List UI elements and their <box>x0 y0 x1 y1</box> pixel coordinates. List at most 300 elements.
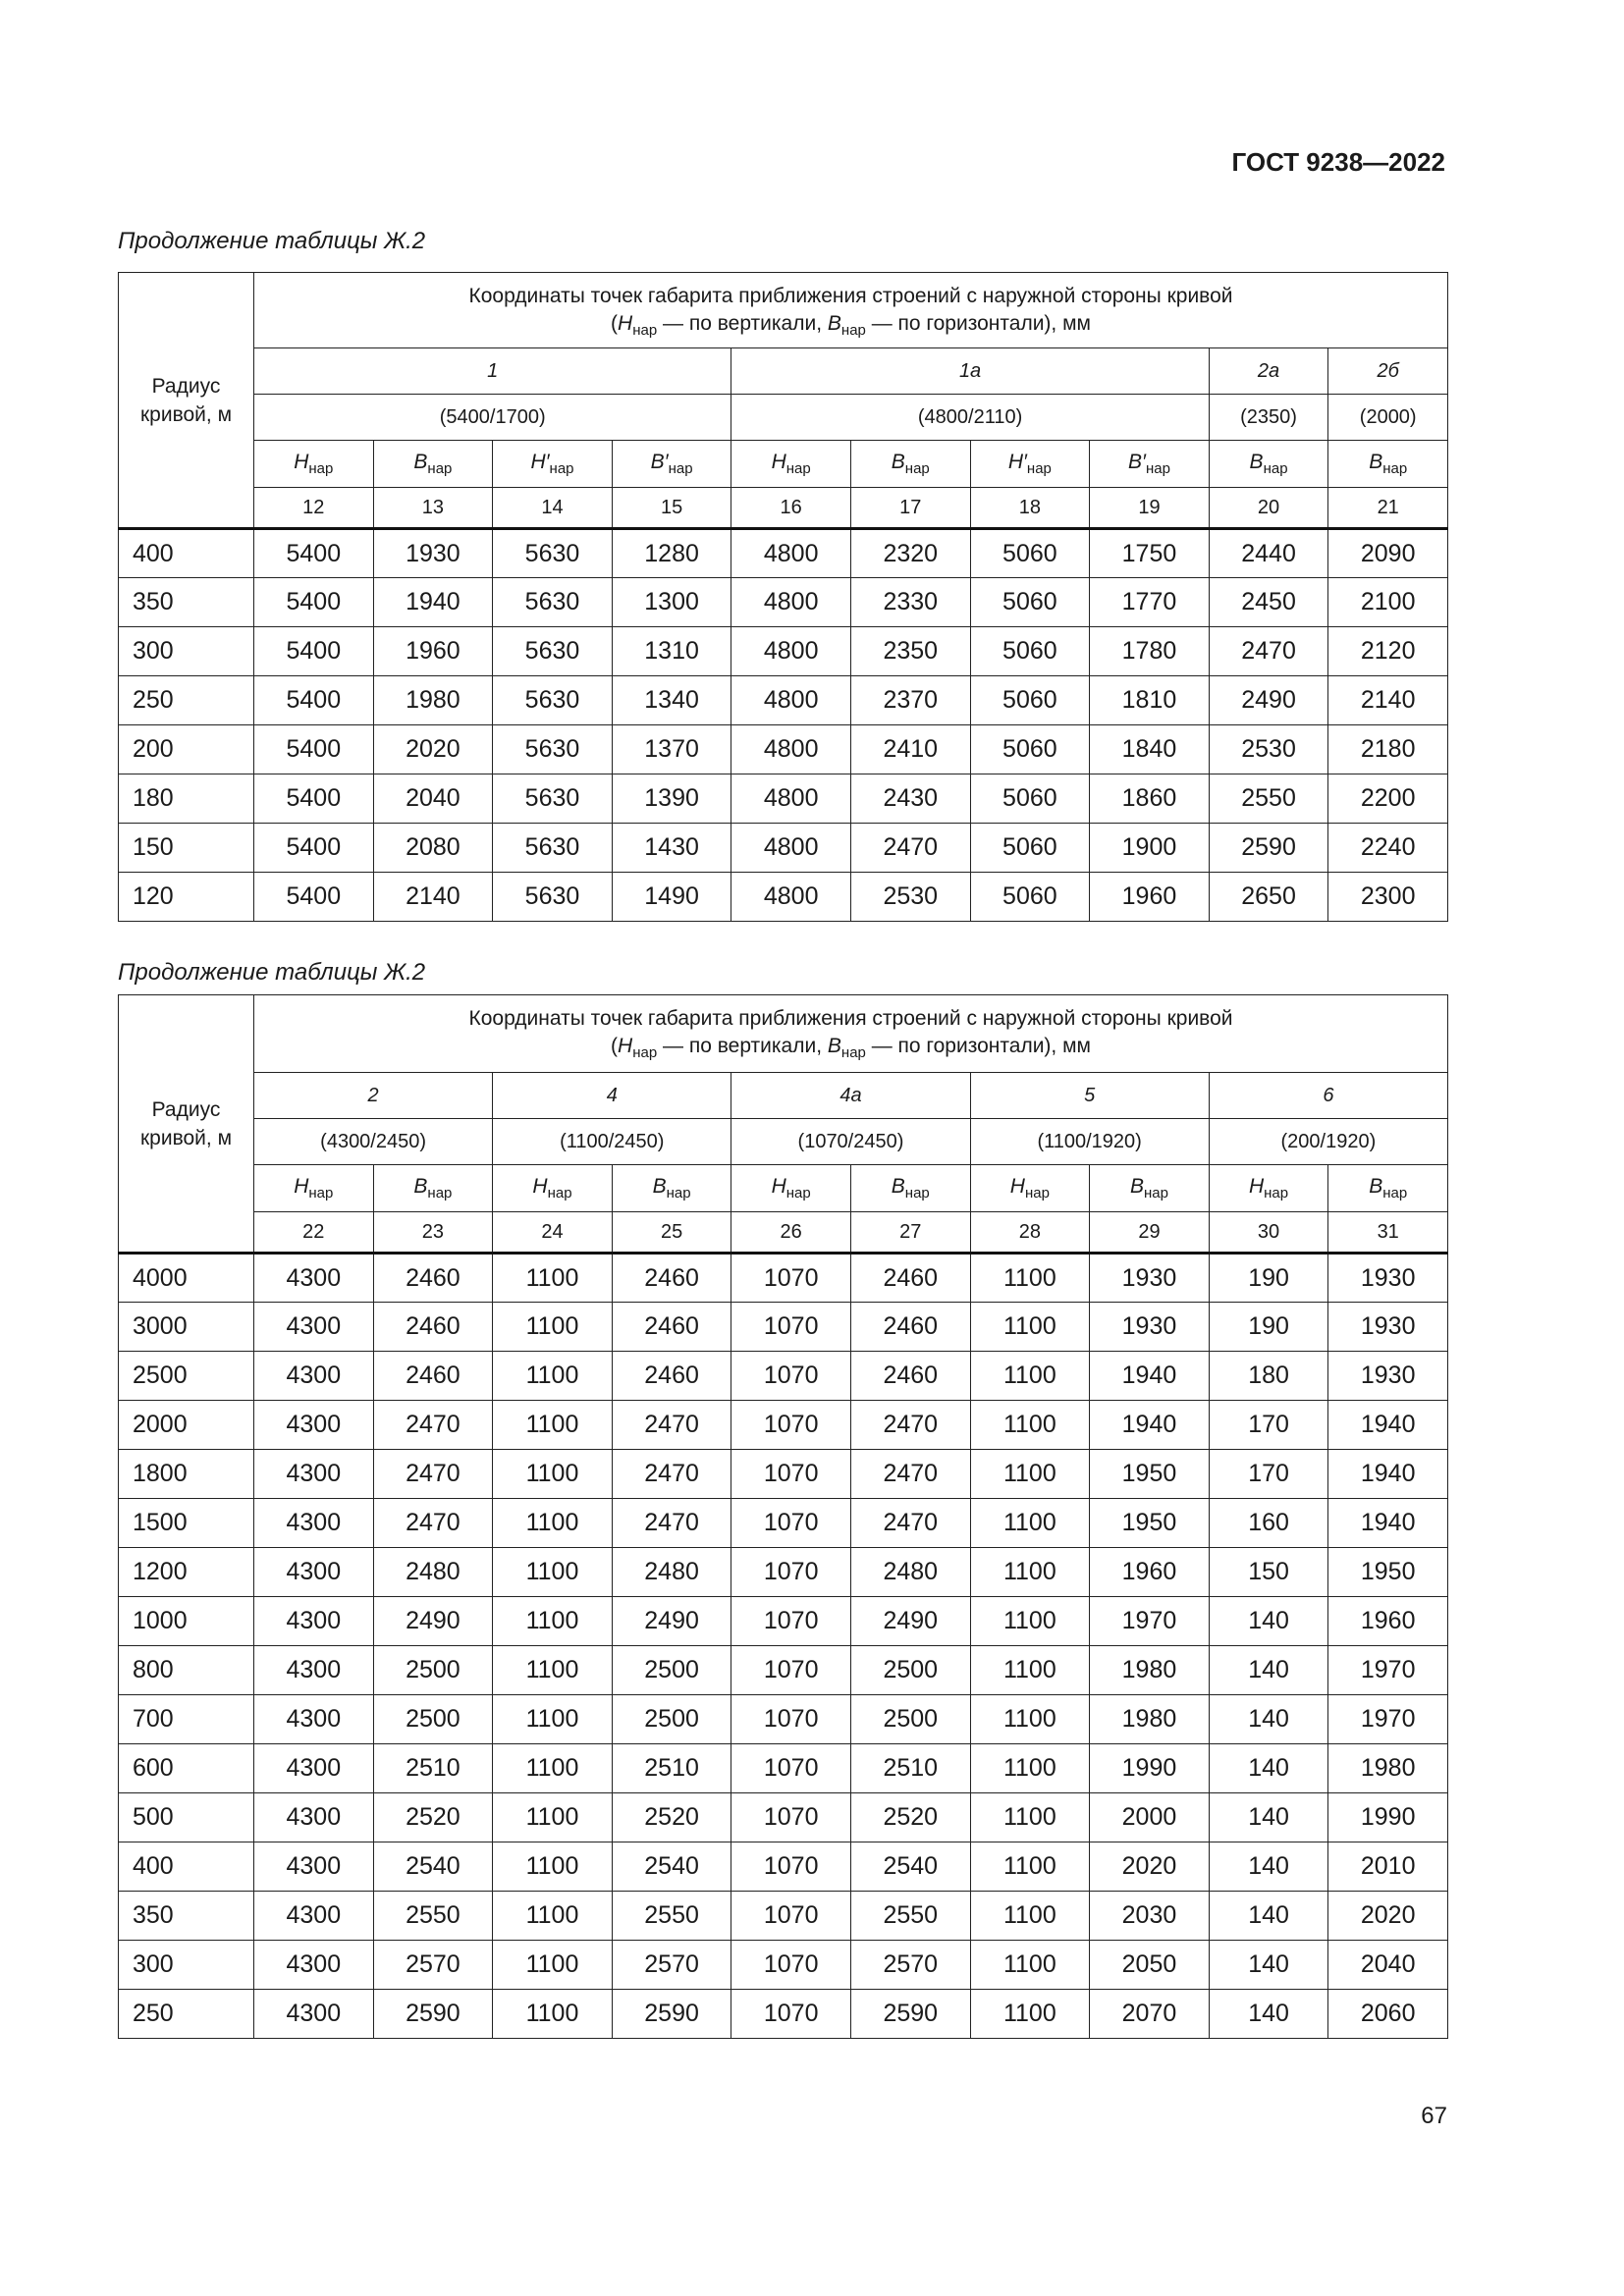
symbol-h: $H_{нар}$ <box>254 441 374 488</box>
table-cell: 5060 <box>970 873 1090 922</box>
table-cell: 1100 <box>493 1450 613 1499</box>
table-row <box>119 578 1448 627</box>
table-cell: 4300 <box>254 1646 374 1695</box>
column-number: 13 <box>373 488 493 529</box>
symbol-h: $H_{нар}$ <box>1209 1165 1328 1212</box>
table-cell: 1950 <box>1090 1450 1210 1499</box>
table-row <box>119 627 1448 676</box>
table-cell: 170 <box>1209 1450 1328 1499</box>
table-cell: 2090 <box>1328 529 1448 578</box>
table-cell: 2370 <box>850 676 970 725</box>
table-cell: 4800 <box>731 824 851 873</box>
table-cell: 4800 <box>731 578 851 627</box>
table-cell: 2200 <box>1328 774 1448 824</box>
table-cell: 2530 <box>1209 725 1328 774</box>
table-cell: 2460 <box>612 1254 731 1303</box>
table-cell: 5060 <box>970 578 1090 627</box>
table-cell: 2450 <box>1209 578 1328 627</box>
column-number: 18 <box>970 488 1090 529</box>
symbol-b: $B_{нар}$ <box>373 441 493 488</box>
table-cell: 1100 <box>493 1695 613 1744</box>
radius-header: Радиус кривой, м <box>119 995 254 1254</box>
table-cell: 2470 <box>850 824 970 873</box>
table-row <box>119 774 1448 824</box>
column-number: 22 <box>254 1212 374 1254</box>
table-cell: 2100 <box>1328 578 1448 627</box>
symbol-h: $H_{нар}$ <box>254 1165 374 1212</box>
table-cell: 5400 <box>254 774 374 824</box>
table-cell: 4800 <box>731 725 851 774</box>
table-cell: 2520 <box>612 1793 731 1842</box>
table-cell: 1100 <box>970 1450 1090 1499</box>
column-number: 21 <box>1328 488 1448 529</box>
radius-value: 120 <box>119 873 254 922</box>
radius-value: 1500 <box>119 1499 254 1548</box>
radius-value: 600 <box>119 1744 254 1793</box>
group-dimensions: (1100/2450) <box>493 1119 731 1165</box>
table-cell: 1980 <box>1328 1744 1448 1793</box>
table-cell: 2300 <box>1328 873 1448 922</box>
table-cell: 2470 <box>612 1401 731 1450</box>
table-cell: 1300 <box>612 578 731 627</box>
radius-value: 2500 <box>119 1352 254 1401</box>
table-cell: 1990 <box>1090 1744 1210 1793</box>
table-cell: 2590 <box>1209 824 1328 873</box>
table-cell: 150 <box>1209 1548 1328 1597</box>
table-cell: 5400 <box>254 627 374 676</box>
table-cell: 1100 <box>970 1303 1090 1352</box>
table-cell: 4300 <box>254 1548 374 1597</box>
table-cell: 4300 <box>254 1892 374 1941</box>
document-code: ГОСТ 9238—2022 <box>1231 147 1445 177</box>
table-cell: 1070 <box>731 1941 851 1990</box>
table-cell: 1940 <box>1328 1499 1448 1548</box>
table-cell: 1070 <box>731 1793 851 1842</box>
table-cell: 2470 <box>850 1401 970 1450</box>
radius-value: 250 <box>119 1990 254 2039</box>
table-cell: 1930 <box>1090 1303 1210 1352</box>
table-cell: 5630 <box>493 873 613 922</box>
table-cell: 1770 <box>1090 578 1210 627</box>
column-number: 20 <box>1209 488 1328 529</box>
table-cell: 1100 <box>493 1499 613 1548</box>
table-cell: 2140 <box>373 873 493 922</box>
table-cell: 4300 <box>254 1352 374 1401</box>
table-cell: 1070 <box>731 1744 851 1793</box>
table-cell: 2460 <box>373 1254 493 1303</box>
table-row <box>119 1941 1448 1990</box>
table-cell: 1950 <box>1328 1548 1448 1597</box>
table-cell: 4300 <box>254 1941 374 1990</box>
table-cell: 5060 <box>970 529 1090 578</box>
table-cell: 2020 <box>1090 1842 1210 1892</box>
table-cell: 4300 <box>254 1401 374 1450</box>
table-cell: 1490 <box>612 873 731 922</box>
table-cell: 1100 <box>493 1303 613 1352</box>
table-cell: 5630 <box>493 578 613 627</box>
table-cell: 2500 <box>612 1646 731 1695</box>
table-cell: 4800 <box>731 529 851 578</box>
coordinates-title <box>254 995 1448 1073</box>
table-cell: 4300 <box>254 1254 374 1303</box>
table-row <box>119 1499 1448 1548</box>
table-cell: 1750 <box>1090 529 1210 578</box>
table-cell: 1100 <box>970 1892 1090 1941</box>
radius-value: 1200 <box>119 1548 254 1597</box>
table-cell: 1100 <box>970 1793 1090 1842</box>
table-cell: 1100 <box>970 1597 1090 1646</box>
column-number: 24 <box>493 1212 613 1254</box>
table-row <box>119 1450 1448 1499</box>
radius-value: 300 <box>119 627 254 676</box>
table-cell: 1070 <box>731 1646 851 1695</box>
table-cell: 5630 <box>493 529 613 578</box>
table-cell: 1070 <box>731 1990 851 2039</box>
group-number: 6 <box>1209 1073 1447 1119</box>
radius-header: Радиус кривой, м <box>119 273 254 529</box>
table-cell: 1370 <box>612 725 731 774</box>
column-number: 31 <box>1328 1212 1448 1254</box>
group-number: 2б <box>1328 348 1448 395</box>
table-cell: 1940 <box>373 578 493 627</box>
radius-value: 3000 <box>119 1303 254 1352</box>
table-cell: 1840 <box>1090 725 1210 774</box>
table-cell: 2570 <box>612 1941 731 1990</box>
table-cell: 2550 <box>1209 774 1328 824</box>
table-cell: 2540 <box>850 1842 970 1892</box>
table-cell: 2550 <box>373 1892 493 1941</box>
table-cell: 2590 <box>373 1990 493 2039</box>
table-cell: 1950 <box>1090 1499 1210 1548</box>
table-cell: 1100 <box>970 1401 1090 1450</box>
table-cell: 140 <box>1209 1744 1328 1793</box>
table-cell: 2550 <box>612 1892 731 1941</box>
table-cell: 2470 <box>612 1499 731 1548</box>
table-cell: 5400 <box>254 529 374 578</box>
table-cell: 1070 <box>731 1597 851 1646</box>
column-number: 26 <box>731 1212 851 1254</box>
group-dimensions: (2350) <box>1209 395 1328 441</box>
table-cell: 1070 <box>731 1499 851 1548</box>
table-cell: 2500 <box>373 1695 493 1744</box>
table-cell: 1070 <box>731 1401 851 1450</box>
table2-caption: Продолжение таблицы Ж.2 <box>118 959 426 986</box>
group-number: 4а <box>731 1073 970 1119</box>
group-dimensions: (1100/1920) <box>970 1119 1209 1165</box>
table-cell: 5400 <box>254 873 374 922</box>
table-cell: 1070 <box>731 1254 851 1303</box>
table-row <box>119 1254 1448 1303</box>
table-cell: 5060 <box>970 627 1090 676</box>
table-cell: 2140 <box>1328 676 1448 725</box>
table-cell: 2470 <box>850 1450 970 1499</box>
table-cell: 2470 <box>1209 627 1328 676</box>
table-cell: 1930 <box>1328 1352 1448 1401</box>
table-cell: 2470 <box>850 1499 970 1548</box>
table-cell: 1100 <box>493 1744 613 1793</box>
table-cell: 5400 <box>254 824 374 873</box>
table-cell: 2480 <box>373 1548 493 1597</box>
column-number: 27 <box>850 1212 970 1254</box>
table-row <box>119 1548 1448 1597</box>
table-row <box>119 1646 1448 1695</box>
table-cell: 1970 <box>1328 1646 1448 1695</box>
table-row <box>119 1401 1448 1450</box>
table-cell: 1980 <box>373 676 493 725</box>
column-number: 16 <box>731 488 851 529</box>
table-cell: 1980 <box>1090 1646 1210 1695</box>
group-number: 2а <box>1209 348 1328 395</box>
table-cell: 5060 <box>970 774 1090 824</box>
radius-value: 700 <box>119 1695 254 1744</box>
table-cell: 1100 <box>970 1842 1090 1892</box>
table-cell: 4300 <box>254 1450 374 1499</box>
table-row <box>119 1744 1448 1793</box>
table-cell: 5400 <box>254 725 374 774</box>
table-row <box>119 1597 1448 1646</box>
table-cell: 2470 <box>373 1450 493 1499</box>
table-cell: 2510 <box>850 1744 970 1793</box>
symbol-b: $B_{нар}$ <box>1209 441 1328 488</box>
radius-value: 200 <box>119 725 254 774</box>
group-dimensions: (5400/1700) <box>254 395 731 441</box>
table-cell: 1100 <box>970 1744 1090 1793</box>
column-number: 23 <box>373 1212 493 1254</box>
table-cell: 2490 <box>850 1597 970 1646</box>
table-cell: 1930 <box>373 529 493 578</box>
radius-value: 150 <box>119 824 254 873</box>
table-cell: 2480 <box>612 1548 731 1597</box>
table-cell: 1100 <box>493 1646 613 1695</box>
table-row <box>119 1303 1448 1352</box>
table-cell: 1100 <box>970 1352 1090 1401</box>
symbol-h-prime: $H'_{нар}$ <box>970 441 1090 488</box>
table-cell: 2500 <box>850 1646 970 1695</box>
table-cell: 1100 <box>970 1499 1090 1548</box>
table-cell: 2510 <box>373 1744 493 1793</box>
table-cell: 1100 <box>970 1646 1090 1695</box>
table-cell: 4300 <box>254 1695 374 1744</box>
group-number: 5 <box>970 1073 1209 1119</box>
column-number: 14 <box>493 488 613 529</box>
symbol-h-prime: $H'_{нар}$ <box>493 441 613 488</box>
symbol-b: $B_{нар}$ <box>1328 1165 1448 1212</box>
table-cell: 2520 <box>373 1793 493 1842</box>
table-cell: 1430 <box>612 824 731 873</box>
table-cell: 2460 <box>612 1352 731 1401</box>
symbol-h: $H_{нар}$ <box>731 1165 851 1212</box>
column-number: 12 <box>254 488 374 529</box>
table-cell: 1780 <box>1090 627 1210 676</box>
radius-value: 500 <box>119 1793 254 1842</box>
table-cell: 2460 <box>850 1254 970 1303</box>
table-cell: 2430 <box>850 774 970 824</box>
table-cell: 4300 <box>254 1842 374 1892</box>
table-cell: 1390 <box>612 774 731 824</box>
column-number: 17 <box>850 488 970 529</box>
table-cell: 4800 <box>731 873 851 922</box>
column-number: 29 <box>1090 1212 1210 1254</box>
title-line-1: Координаты точек габарита приближения строений с наружной стороны кривой <box>468 285 1233 307</box>
column-number: 19 <box>1090 488 1210 529</box>
symbol-h: $H_{нар}$ <box>493 1165 613 1212</box>
table-cell: 2330 <box>850 578 970 627</box>
table-cell: 1940 <box>1328 1450 1448 1499</box>
table-cell: 2080 <box>373 824 493 873</box>
table2 <box>118 994 1448 2039</box>
table-cell: 2350 <box>850 627 970 676</box>
table-row <box>119 1695 1448 1744</box>
table-cell: 1070 <box>731 1842 851 1892</box>
table-cell: 1100 <box>970 1941 1090 1990</box>
group-number: 2 <box>254 1073 493 1119</box>
table-cell: 140 <box>1209 1695 1328 1744</box>
table-cell: 5630 <box>493 774 613 824</box>
table-cell: 2410 <box>850 725 970 774</box>
table-cell: 190 <box>1209 1254 1328 1303</box>
group-number: 4 <box>493 1073 731 1119</box>
table-cell: 160 <box>1209 1499 1328 1548</box>
table-cell: 1960 <box>1328 1597 1448 1646</box>
table-cell: 2490 <box>373 1597 493 1646</box>
table-cell: 2460 <box>373 1303 493 1352</box>
title-line-2: ($H_{нар}$ — по вертикали, $B_{нар}$ — по горизонтали), мм <box>611 1035 1091 1061</box>
table-cell: 1980 <box>1090 1695 1210 1744</box>
table1-caption: Продолжение таблицы Ж.2 <box>118 228 426 254</box>
symbol-b: $B_{нар}$ <box>1328 441 1448 488</box>
table-cell: 4800 <box>731 676 851 725</box>
table-cell: 140 <box>1209 1793 1328 1842</box>
table-cell: 5400 <box>254 676 374 725</box>
table-row <box>119 1352 1448 1401</box>
symbol-b: $B_{нар}$ <box>373 1165 493 1212</box>
symbol-h: $H_{нар}$ <box>731 441 851 488</box>
table-cell: 1100 <box>970 1548 1090 1597</box>
table-row <box>119 1892 1448 1941</box>
table-cell: 1930 <box>1328 1303 1448 1352</box>
table-cell: 2050 <box>1090 1941 1210 1990</box>
table-cell: 2590 <box>850 1990 970 2039</box>
table-cell: 2180 <box>1328 725 1448 774</box>
column-number: 30 <box>1209 1212 1328 1254</box>
table-cell: 4800 <box>731 627 851 676</box>
table-cell: 2490 <box>612 1597 731 1646</box>
table-cell: 1100 <box>493 1254 613 1303</box>
table-cell: 140 <box>1209 1646 1328 1695</box>
table-cell: 1100 <box>493 1990 613 2039</box>
table-cell: 2520 <box>850 1793 970 1842</box>
table-cell: 2460 <box>373 1352 493 1401</box>
table-cell: 1070 <box>731 1892 851 1941</box>
table-cell: 1070 <box>731 1352 851 1401</box>
symbol-h: $H_{нар}$ <box>970 1165 1090 1212</box>
table-row <box>119 1793 1448 1842</box>
table-cell: 2020 <box>1328 1892 1448 1941</box>
table-cell: 5060 <box>970 676 1090 725</box>
table-cell: 4300 <box>254 1303 374 1352</box>
table-cell: 2440 <box>1209 529 1328 578</box>
table-cell: 1960 <box>1090 1548 1210 1597</box>
table-cell: 2010 <box>1328 1842 1448 1892</box>
group-dimensions: (1070/2450) <box>731 1119 970 1165</box>
table-cell: 2000 <box>1090 1793 1210 1842</box>
table-cell: 1100 <box>493 1842 613 1892</box>
table-cell: 2510 <box>612 1744 731 1793</box>
title-line-1: Координаты точек габарита приближения строений с наружной стороны кривой <box>468 1007 1233 1030</box>
group-number: 1 <box>254 348 731 395</box>
table-cell: 140 <box>1209 1842 1328 1892</box>
table-cell: 1340 <box>612 676 731 725</box>
table-cell: 2590 <box>612 1990 731 2039</box>
table-cell: 140 <box>1209 1597 1328 1646</box>
table-cell: 2060 <box>1328 1990 1448 2039</box>
table-cell: 2460 <box>612 1303 731 1352</box>
table-cell: 1100 <box>493 1401 613 1450</box>
table-cell: 4300 <box>254 1793 374 1842</box>
column-number: 25 <box>612 1212 731 1254</box>
table-cell: 2500 <box>850 1695 970 1744</box>
radius-value: 1000 <box>119 1597 254 1646</box>
table-cell: 1940 <box>1090 1352 1210 1401</box>
table-row <box>119 529 1448 578</box>
table-cell: 2040 <box>1328 1941 1448 1990</box>
table-cell: 1070 <box>731 1695 851 1744</box>
table-cell: 4300 <box>254 1597 374 1646</box>
table-cell: 2070 <box>1090 1990 1210 2039</box>
group-dimensions: (4800/2110) <box>731 395 1209 441</box>
table-cell: 5630 <box>493 676 613 725</box>
table-cell: 2500 <box>373 1646 493 1695</box>
table-cell: 5060 <box>970 824 1090 873</box>
table-cell: 1100 <box>493 1941 613 1990</box>
group-dimensions: (200/1920) <box>1209 1119 1447 1165</box>
table-cell: 4300 <box>254 1744 374 1793</box>
table-cell: 1070 <box>731 1303 851 1352</box>
symbol-b: $B_{нар}$ <box>850 441 970 488</box>
table-cell: 1900 <box>1090 824 1210 873</box>
table-cell: 2530 <box>850 873 970 922</box>
table-cell: 1100 <box>970 1990 1090 2039</box>
radius-value: 300 <box>119 1941 254 1990</box>
table-cell: 1310 <box>612 627 731 676</box>
table-cell: 2550 <box>850 1892 970 1941</box>
table-cell: 1100 <box>493 1597 613 1646</box>
table-cell: 1100 <box>493 1548 613 1597</box>
page-number: 67 <box>1421 2103 1447 2129</box>
table-cell: 1070 <box>731 1548 851 1597</box>
table-cell: 1930 <box>1090 1254 1210 1303</box>
table-cell: 2650 <box>1209 873 1328 922</box>
table-row <box>119 725 1448 774</box>
title-line-2: ($H_{нар}$ — по вертикали, $B_{нар}$ — по горизонтали), мм <box>611 312 1091 339</box>
radius-value: 350 <box>119 578 254 627</box>
table-row <box>119 1842 1448 1892</box>
table-cell: 2240 <box>1328 824 1448 873</box>
radius-value: 2000 <box>119 1401 254 1450</box>
symbol-b-prime: $B'_{нар}$ <box>612 441 731 488</box>
table-cell: 140 <box>1209 1892 1328 1941</box>
table-cell: 1960 <box>373 627 493 676</box>
radius-value: 4000 <box>119 1254 254 1303</box>
table-cell: 4300 <box>254 1499 374 1548</box>
table-row <box>119 676 1448 725</box>
radius-value: 400 <box>119 529 254 578</box>
radius-value: 400 <box>119 1842 254 1892</box>
table-cell: 5060 <box>970 725 1090 774</box>
table-cell: 2470 <box>373 1401 493 1450</box>
table-cell: 1960 <box>1090 873 1210 922</box>
radius-value: 350 <box>119 1892 254 1941</box>
